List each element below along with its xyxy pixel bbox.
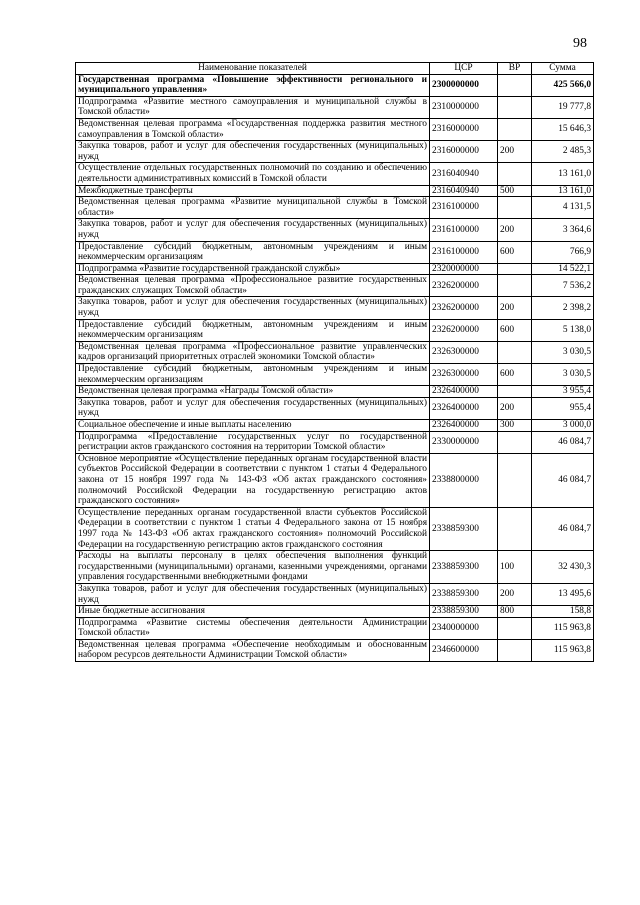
row-vr-code: 200 [498, 297, 532, 319]
row-sum: 13 161,0 [532, 163, 594, 185]
row-csr-code: 2326200000 [430, 297, 498, 319]
row-name: Ведомственная целевая программа «Обеспечение необходимым и обоснованным набором ресурсов деятельности Администрации Томской области» [76, 639, 430, 661]
row-sum: 13 161,0 [532, 185, 594, 197]
row-csr-code: 2338800000 [430, 453, 498, 507]
budget-table [75, 62, 594, 662]
row-csr-code: 2310000000 [430, 96, 498, 118]
row-vr-code: 100 [498, 551, 532, 584]
row-vr-code [498, 74, 532, 96]
row-name: Основное мероприятие «Осуществление переданных органам государственной власти субъектов Российской Федерации в соответствии с пунктом 1 статьи 4 Федерального закона от 15 ноября 1997 года № 143-ФЗ «Об актах гражданского состояния» полномочий Российской Федерации на государственную регистрацию актов гражданского состояния» [76, 453, 430, 507]
row-vr-code: 800 [498, 606, 532, 618]
row-csr-code: 2338859300 [430, 551, 498, 584]
row-name: Подпрограмма «Предоставление государственных услуг по государственной регистрации актов гражданского состояния на территории Томской области» [76, 431, 430, 453]
row-sum: 5 138,0 [532, 319, 594, 341]
row-sum: 766,9 [532, 241, 594, 263]
row-name: Закупка товаров, работ и услуг для обеспечения государственных (муниципальных) нужд [76, 583, 430, 605]
row-name: Подпрограмма «Развитие государственной гражданской службы» [76, 263, 430, 275]
table-row [76, 583, 594, 605]
table-row [76, 297, 594, 319]
row-csr-code: 2300000000 [430, 74, 498, 96]
row-vr-code [498, 453, 532, 507]
row-sum: 14 522,1 [532, 263, 594, 275]
row-csr-code: 2338859300 [430, 507, 498, 550]
table-header-row [76, 63, 594, 75]
table-row [76, 163, 594, 185]
table-row [76, 617, 594, 639]
row-vr-code: 200 [498, 397, 532, 419]
row-csr-code: 2346600000 [430, 639, 498, 661]
row-name: Предоставление субсидий бюджетным, автономным учреждениям и иным некоммерческим организациям [76, 364, 430, 386]
header-name: Наименование показателей [76, 63, 430, 75]
row-sum: 2 485,3 [532, 141, 594, 163]
row-vr-code: 300 [498, 420, 532, 432]
row-sum: 46 084,7 [532, 453, 594, 507]
row-csr-code: 2326200000 [430, 275, 498, 297]
row-sum: 2 398,2 [532, 297, 594, 319]
row-vr-code [498, 263, 532, 275]
table-row [76, 118, 594, 140]
row-name: Закупка товаров, работ и услуг для обеспечения государственных (муниципальных) нужд [76, 397, 430, 419]
row-name: Предоставление субсидий бюджетным, автономным учреждениям и иным некоммерческим организациям [76, 241, 430, 263]
row-csr-code: 2340000000 [430, 617, 498, 639]
table-row [76, 96, 594, 118]
row-csr-code: 2326400000 [430, 397, 498, 419]
table-row [76, 74, 594, 96]
row-name: Закупка товаров, работ и услуг для обеспечения государственных (муниципальных) нужд [76, 219, 430, 241]
row-csr-code: 2316040940 [430, 185, 498, 197]
row-vr-code: 200 [498, 141, 532, 163]
row-vr-code: 200 [498, 219, 532, 241]
row-name: Межбюджетные трансферты [76, 185, 430, 197]
row-csr-code: 2316000000 [430, 141, 498, 163]
row-csr-code: 2330000000 [430, 431, 498, 453]
row-sum: 3 000,0 [532, 420, 594, 432]
table-row [76, 219, 594, 241]
row-csr-code: 2326300000 [430, 364, 498, 386]
row-name: Осуществление переданных органам государственной власти субъектов Российской Федерации в соответствии с пунктом 1 статьи 4 Федерального закона от 15 ноября 1997 года № 143-ФЗ «Об актах гражданского состояния» полномочий Российской Федерации на государственную регистрацию актов гражданского состояния [76, 507, 430, 550]
row-vr-code: 200 [498, 583, 532, 605]
row-sum: 158,8 [532, 606, 594, 618]
header-vr: ВР [498, 63, 532, 75]
row-sum: 3 364,6 [532, 219, 594, 241]
row-vr-code [498, 431, 532, 453]
row-name: Закупка товаров, работ и услуг для обеспечения государственных (муниципальных) нужд [76, 297, 430, 319]
row-name: Закупка товаров, работ и услуг для обеспечения государственных (муниципальных) нужд [76, 141, 430, 163]
row-name: Ведомственная целевая программа «Профессиональное развитие управленческих кадров организаций приоритетных отраслей экономики Томской области» [76, 341, 430, 363]
row-name: Ведомственная целевая программа «Государственная поддержка развития местного самоуправления в Томской области» [76, 118, 430, 140]
table-row [76, 420, 594, 432]
row-name: Подпрограмма «Развитие местного самоуправления и муниципальной службы в Томской области» [76, 96, 430, 118]
row-sum: 7 536,2 [532, 275, 594, 297]
table-row [76, 263, 594, 275]
table-row [76, 241, 594, 263]
row-csr-code: 2316000000 [430, 118, 498, 140]
row-name: Ведомственная целевая программа «Награды Томской области» [76, 386, 430, 398]
row-vr-code [498, 275, 532, 297]
row-csr-code: 2326400000 [430, 420, 498, 432]
row-sum: 425 566,0 [532, 74, 594, 96]
row-csr-code: 2338859300 [430, 583, 498, 605]
row-sum: 115 963,8 [532, 617, 594, 639]
row-sum: 13 495,6 [532, 583, 594, 605]
table-row [76, 341, 594, 363]
row-csr-code: 2316040940 [430, 163, 498, 185]
row-vr-code [498, 617, 532, 639]
row-sum: 46 084,7 [532, 431, 594, 453]
row-vr-code: 600 [498, 241, 532, 263]
row-name: Иные бюджетные ассигнования [76, 606, 430, 618]
row-name: Государственная программа «Повышение эффективности регионального и муниципального управления» [76, 74, 430, 96]
row-name: Ведомственная целевая программа «Профессиональное развитие государственных гражданских служащих Томской области» [76, 275, 430, 297]
row-name: Ведомственная целевая программа «Развитие муниципальной службы в Томской области» [76, 197, 430, 219]
table-row [76, 275, 594, 297]
table-row [76, 551, 594, 584]
table-row [76, 364, 594, 386]
table-row [76, 185, 594, 197]
header-sum: Сумма [532, 63, 594, 75]
table-row [76, 606, 594, 618]
row-vr-code [498, 96, 532, 118]
row-sum: 955,4 [532, 397, 594, 419]
table-row [76, 141, 594, 163]
table-row [76, 453, 594, 507]
row-sum: 3 030,5 [532, 341, 594, 363]
row-sum: 32 430,3 [532, 551, 594, 584]
row-vr-code [498, 386, 532, 398]
row-vr-code: 600 [498, 364, 532, 386]
row-vr-code [498, 118, 532, 140]
row-name: Расходы на выплаты персоналу в целях обеспечения выполнения функций государственными (муниципальными) органами, казенными учреждениями, органами управления государственными внебюджетными фондами [76, 551, 430, 584]
row-name: Социальное обеспечение и иные выплаты населению [76, 420, 430, 432]
row-sum: 19 777,8 [532, 96, 594, 118]
row-vr-code [498, 341, 532, 363]
row-sum: 46 084,7 [532, 507, 594, 550]
row-sum: 15 646,3 [532, 118, 594, 140]
header-csr: ЦСР [430, 63, 498, 75]
row-name: Предоставление субсидий бюджетным, автономным учреждениям и иным некоммерческим организациям [76, 319, 430, 341]
table-row [76, 197, 594, 219]
row-name: Подпрограмма «Развитие системы обеспечения деятельности Администрации Томской области» [76, 617, 430, 639]
table-row [76, 507, 594, 550]
row-csr-code: 2326400000 [430, 386, 498, 398]
row-csr-code: 2326200000 [430, 319, 498, 341]
table-row [76, 397, 594, 419]
row-vr-code [498, 197, 532, 219]
row-name: Осуществление отдельных государственных полномочий по созданию и обеспечению деятельности административных комиссий в Томской области [76, 163, 430, 185]
row-sum: 3 955,4 [532, 386, 594, 398]
page-number: 98 [573, 36, 587, 51]
row-csr-code: 2316100000 [430, 197, 498, 219]
table-row [76, 386, 594, 398]
table-row [76, 431, 594, 453]
table-row [76, 319, 594, 341]
row-sum: 4 131,5 [532, 197, 594, 219]
row-vr-code [498, 163, 532, 185]
row-csr-code: 2326300000 [430, 341, 498, 363]
row-vr-code: 600 [498, 319, 532, 341]
row-sum: 115 963,8 [532, 639, 594, 661]
row-sum: 3 030,5 [532, 364, 594, 386]
row-csr-code: 2338859300 [430, 606, 498, 618]
row-csr-code: 2320000000 [430, 263, 498, 275]
row-csr-code: 2316100000 [430, 219, 498, 241]
table-body [76, 74, 594, 661]
row-vr-code: 500 [498, 185, 532, 197]
row-csr-code: 2316100000 [430, 241, 498, 263]
row-vr-code [498, 639, 532, 661]
row-vr-code [498, 507, 532, 550]
table-row [76, 639, 594, 661]
